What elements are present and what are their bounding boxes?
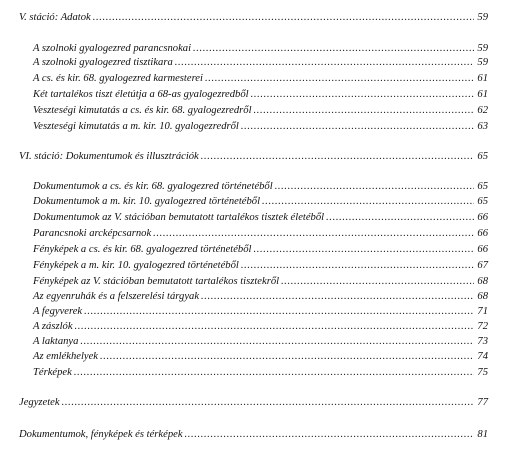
leader-dots: [93, 11, 474, 25]
toc-page-number: 61: [477, 73, 488, 84]
leader-dots: [80, 335, 474, 349]
leader-dots: [185, 428, 474, 442]
toc-entry-text: Térképek: [33, 367, 72, 378]
toc-entry[interactable]: [33, 335, 488, 349]
toc-entry[interactable]: [33, 259, 488, 273]
toc-entry-text: Dokumentumok, fényképek és térképek: [19, 429, 183, 440]
toc-section-notes[interactable]: [19, 396, 488, 410]
leader-dots: [175, 56, 474, 70]
toc-page-number: 81: [477, 429, 488, 440]
toc-entry-text: Veszteségi kimutatás a m. kir. 10. gyalogezredről: [33, 121, 239, 132]
toc-page-number: 65: [477, 196, 488, 207]
toc-page-number: 74: [477, 351, 488, 362]
toc-entry-text: A szolnoki gyalogezred tisztikara: [33, 57, 173, 68]
leader-dots: [84, 305, 474, 319]
leader-dots: [241, 120, 474, 134]
toc-page-number: 77: [477, 397, 488, 408]
toc-page-number: 65: [477, 151, 488, 162]
toc-page-number: 59: [477, 57, 488, 68]
toc-entry-text: Dokumentumok a cs. és kir. 68. gyalogezred történetéből: [33, 181, 273, 192]
toc-entry-text: A fegyverek: [33, 306, 83, 317]
toc-entry[interactable]: [33, 227, 488, 241]
leader-dots: [75, 320, 474, 334]
toc-entry[interactable]: [33, 42, 488, 56]
toc-entry[interactable]: [33, 290, 488, 304]
toc-entry-text: A szolnoki gyalogezred parancsnokai: [33, 43, 192, 54]
toc-entry[interactable]: [33, 366, 488, 380]
toc-page-number: 66: [477, 228, 488, 239]
toc-entry-text: Dokumentumok a m. kir. 10. gyalogezred történetéből: [33, 196, 261, 207]
leader-dots: [193, 42, 474, 56]
toc-entry[interactable]: [33, 320, 488, 334]
toc-entry-text: VI. stáció: Dokumentumok és illusztrációk: [19, 151, 199, 162]
toc-entry-text: Dokumentumok az V. stációban bemutatott tartalékos tisztek életéből: [33, 212, 325, 223]
leader-dots: [253, 243, 474, 257]
toc-entry-text: V. stáció: Adatok: [19, 12, 91, 23]
toc-page-number: 71: [477, 306, 488, 317]
toc-entry-text: A zászlók: [33, 321, 73, 332]
toc-page-number: 59: [477, 12, 488, 23]
toc-entry[interactable]: [33, 305, 488, 319]
toc-entry[interactable]: [33, 120, 488, 134]
leader-dots: [201, 290, 474, 304]
toc-entry-text: Parancsnoki arcképcsarnok: [33, 228, 152, 239]
leader-dots: [254, 104, 474, 118]
toc-page-number: 63: [477, 121, 488, 132]
toc-entry[interactable]: [33, 243, 488, 257]
leader-dots: [153, 227, 474, 241]
toc-entry-text: Két tartalékos tiszt életútja a 68-as gyalogezredből: [33, 89, 249, 100]
toc-page-number: 62: [477, 105, 488, 116]
toc-entry-text: A laktanya: [33, 336, 79, 347]
leader-dots: [275, 180, 474, 194]
toc-page-number: 68: [477, 276, 488, 287]
leader-dots: [262, 195, 474, 209]
toc-section-appendix[interactable]: [19, 428, 488, 442]
leader-dots: [201, 150, 474, 164]
toc-page-number: 67: [477, 260, 488, 271]
toc-page-number: 68: [477, 291, 488, 302]
toc-entry[interactable]: [33, 195, 488, 209]
leader-dots: [74, 366, 474, 380]
leader-dots: [281, 275, 474, 289]
toc-page-number: 65: [477, 181, 488, 192]
toc-entry-text: Az emlékhelyek: [33, 351, 98, 362]
toc-entry-text: Jegyzetek: [19, 397, 60, 408]
toc-entry[interactable]: [33, 56, 488, 70]
toc-entry-text: Az egyenruhák és a felszerelési tárgyak: [33, 291, 200, 302]
toc-page-number: 66: [477, 212, 488, 223]
toc-entry-text: Fényképek a m. kir. 10. gyalogezred történetéből: [33, 260, 239, 271]
toc-page-number: 61: [477, 89, 488, 100]
toc-entry-text: Fényképek a cs. és kir. 68. gyalogezred történetéből: [33, 244, 252, 255]
toc-entry[interactable]: [33, 350, 488, 364]
leader-dots: [326, 211, 474, 225]
toc-page-number: 72: [477, 321, 488, 332]
toc-entry-text: Fényképek az V. stációban bemutatott tartalékos tisztekről: [33, 276, 280, 287]
toc-section-vi[interactable]: [19, 150, 488, 164]
toc-entry[interactable]: [33, 211, 488, 225]
toc-page-number: 75: [477, 367, 488, 378]
toc-entry[interactable]: [33, 104, 488, 118]
leader-dots: [241, 259, 474, 273]
leader-dots: [205, 72, 474, 86]
toc-entry-text: Veszteségi kimutatás a cs. és kir. 68. gyalogezredről: [33, 105, 252, 116]
toc-entry[interactable]: [33, 275, 488, 289]
toc-page-number: 59: [477, 43, 488, 54]
toc-page-number: 73: [477, 336, 488, 347]
leader-dots: [251, 88, 474, 102]
toc-entry[interactable]: [33, 72, 488, 86]
leader-dots: [62, 396, 474, 410]
leader-dots: [100, 350, 474, 364]
toc-section-v[interactable]: [19, 11, 488, 25]
toc-entry[interactable]: [33, 180, 488, 194]
toc-page-number: 66: [477, 244, 488, 255]
toc-entry-text: A cs. és kir. 68. gyalogezred karmesterei: [33, 73, 203, 84]
toc-entry[interactable]: [33, 88, 488, 102]
